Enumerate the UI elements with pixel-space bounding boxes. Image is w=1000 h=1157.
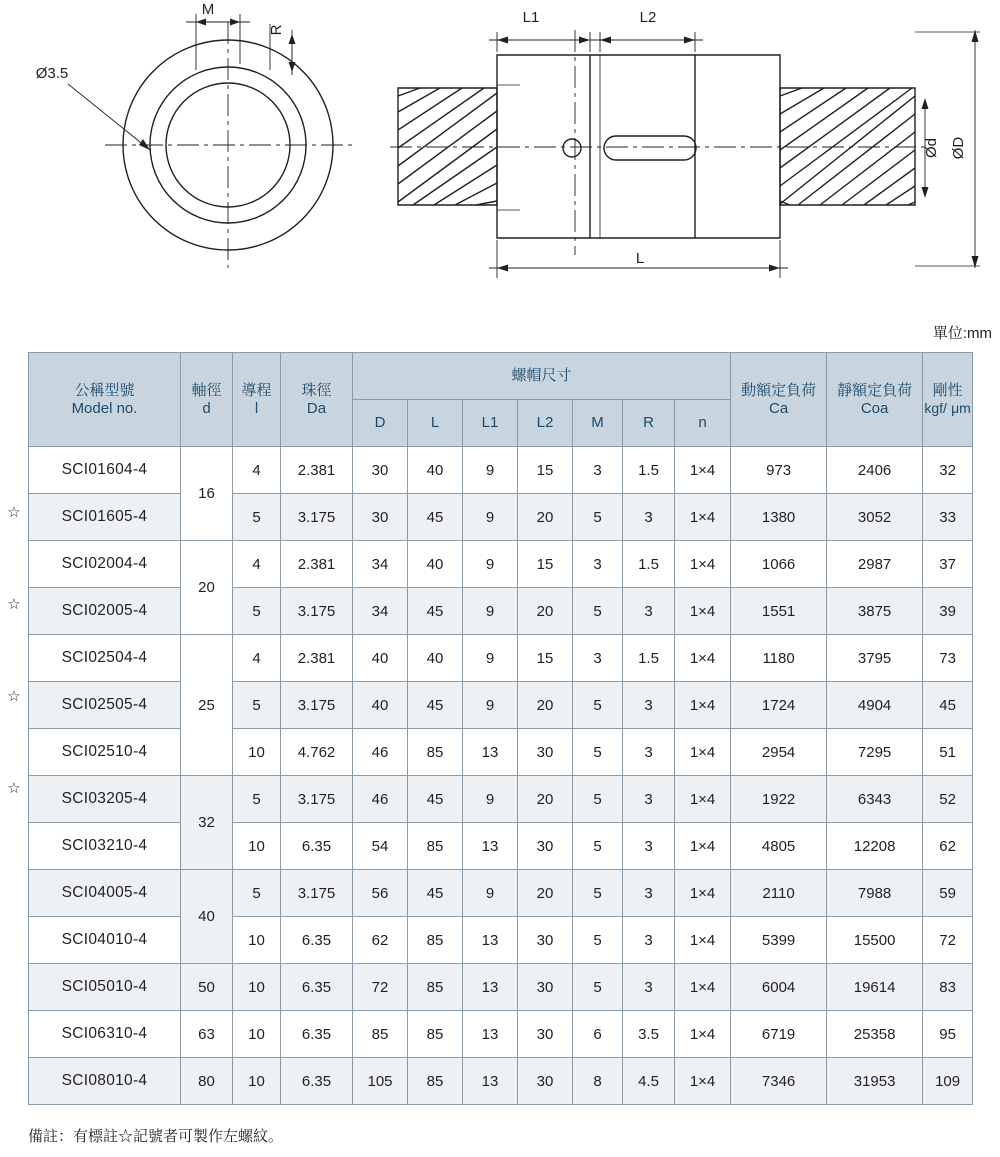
cell-nut-n: 1×4 — [675, 776, 731, 823]
cell-model: SCI04010-4 — [29, 917, 181, 964]
cell-nut-L1: 13 — [463, 1011, 518, 1058]
cell-lead: 5 — [233, 776, 281, 823]
cell-nut-M: 5 — [573, 917, 623, 964]
cell-nut-D: 40 — [353, 682, 408, 729]
cell-nut-L2: 30 — [518, 823, 573, 870]
label-dia35: Ø3.5 — [35, 65, 69, 82]
cell-rigidity: 33 — [923, 494, 973, 541]
cell-nut-L1: 9 — [463, 541, 518, 588]
cell-nut-L1: 13 — [463, 729, 518, 776]
cell-nut-n: 1×4 — [675, 682, 731, 729]
cell-static-load: 3795 — [827, 635, 923, 682]
cell-lead: 4 — [233, 447, 281, 494]
cell-rigidity: 73 — [923, 635, 973, 682]
cell-model: SCI01604-4 — [29, 447, 181, 494]
cell-model: SCI02510-4 — [29, 729, 181, 776]
cell-nut-L: 45 — [408, 870, 463, 917]
cell-nut-n: 1×4 — [675, 1058, 731, 1105]
header-model — [29, 353, 181, 447]
cell-nut-n: 1×4 — [675, 447, 731, 494]
header-model-cn: 公稱型號 — [74, 382, 135, 400]
cell-nut-M: 5 — [573, 823, 623, 870]
cell-ball-dia: 6.35 — [281, 823, 353, 870]
label-L: L — [635, 250, 645, 267]
header-rigidity-unit2: μm — [951, 399, 971, 416]
cell-ball-dia: 4.762 — [281, 729, 353, 776]
cell-rigidity: 37 — [923, 541, 973, 588]
cell-nut-L: 45 — [408, 776, 463, 823]
star-mark — [0, 720, 28, 766]
cell-nut-L2: 20 — [518, 588, 573, 635]
cell-ball-dia: 6.35 — [281, 1058, 353, 1105]
cell-nut-L: 85 — [408, 964, 463, 1011]
cell-lead: 10 — [233, 917, 281, 964]
cell-static-load: 12208 — [827, 823, 923, 870]
cell-dynamic-load: 2954 — [731, 729, 827, 776]
cell-lead: 10 — [233, 1011, 281, 1058]
header-shaft-dia-cn: 軸徑 — [191, 382, 222, 400]
star-mark — [0, 444, 28, 490]
cell-ball-dia: 2.381 — [281, 447, 353, 494]
header-nut-D: D — [353, 400, 408, 447]
cell-static-load: 3052 — [827, 494, 923, 541]
star-mark — [0, 904, 28, 950]
cell-rigidity: 62 — [923, 823, 973, 870]
cell-static-load: 6343 — [827, 776, 923, 823]
cell-rigidity: 39 — [923, 588, 973, 635]
header-lead-cn: 導程 — [241, 382, 272, 400]
cell-nut-M: 5 — [573, 964, 623, 1011]
cell-nut-R: 3 — [623, 776, 675, 823]
header-shaft-dia-sym: d — [202, 399, 211, 417]
cell-nut-R: 3 — [623, 729, 675, 776]
cell-nut-R: 1.5 — [623, 447, 675, 494]
header-dynamic-load-cn: 動額定負荷 — [741, 382, 817, 400]
cell-nut-D: 40 — [353, 635, 408, 682]
cell-nut-D: 54 — [353, 823, 408, 870]
cell-model: SCI05010-4 — [29, 964, 181, 1011]
cell-nut-R: 4.5 — [623, 1058, 675, 1105]
cell-nut-L2: 15 — [518, 541, 573, 588]
cell-rigidity: 95 — [923, 1011, 973, 1058]
table-note: 備註：有標註☆記號者可製作左螺紋。 — [28, 1128, 284, 1145]
star-mark — [0, 996, 28, 1042]
header-static-load — [827, 353, 923, 447]
cell-nut-R: 3.5 — [623, 1011, 675, 1058]
header-static-load-sym: Coa — [860, 399, 889, 417]
table-row — [29, 776, 973, 823]
cell-ball-dia: 6.35 — [281, 964, 353, 1011]
cell-nut-D: 34 — [353, 588, 408, 635]
header-rigidity — [923, 353, 973, 447]
cell-nut-D: 56 — [353, 870, 408, 917]
cell-static-load: 15500 — [827, 917, 923, 964]
cell-nut-L: 85 — [408, 729, 463, 776]
cell-model: SCI08010-4 — [29, 1058, 181, 1105]
cell-rigidity: 45 — [923, 682, 973, 729]
cell-nut-L1: 13 — [463, 823, 518, 870]
table-row — [29, 870, 973, 917]
label-L1: L1 — [522, 9, 540, 26]
cell-shaft-dia: 16 — [181, 447, 233, 541]
cell-nut-R: 3 — [623, 823, 675, 870]
cell-dynamic-load: 1922 — [731, 776, 827, 823]
cell-shaft-dia: 50 — [181, 964, 233, 1011]
cell-nut-D: 62 — [353, 917, 408, 964]
cell-lead: 4 — [233, 635, 281, 682]
cell-nut-L2: 20 — [518, 494, 573, 541]
cell-nut-D: 46 — [353, 776, 408, 823]
star-mark: ☆ — [7, 504, 21, 521]
cell-nut-L2: 30 — [518, 917, 573, 964]
cell-nut-L1: 13 — [463, 964, 518, 1011]
cell-static-load: 25358 — [827, 1011, 923, 1058]
cell-static-load: 4904 — [827, 682, 923, 729]
cell-model: SCI04005-4 — [29, 870, 181, 917]
cell-nut-L: 45 — [408, 494, 463, 541]
cell-nut-L2: 30 — [518, 964, 573, 1011]
header-shaft-dia — [181, 353, 233, 447]
header-dynamic-load-sym: Ca — [769, 399, 789, 417]
cell-static-load: 2987 — [827, 541, 923, 588]
header-nut-R: R — [623, 400, 675, 447]
cell-nut-n: 1×4 — [675, 964, 731, 1011]
cell-ball-dia: 3.175 — [281, 682, 353, 729]
cell-shaft-dia: 40 — [181, 870, 233, 964]
cell-dynamic-load: 1724 — [731, 682, 827, 729]
cell-model: SCI06310-4 — [29, 1011, 181, 1058]
table-row — [29, 1011, 973, 1058]
header-ball-dia-sym: Da — [306, 399, 327, 417]
cell-nut-M: 8 — [573, 1058, 623, 1105]
cell-static-load: 7988 — [827, 870, 923, 917]
cell-dynamic-load: 5399 — [731, 917, 827, 964]
table-row — [29, 588, 973, 635]
cell-nut-L2: 15 — [518, 635, 573, 682]
star-mark — [0, 628, 28, 674]
cell-shaft-dia: 20 — [181, 541, 233, 635]
cell-dynamic-load: 4805 — [731, 823, 827, 870]
cell-nut-L: 85 — [408, 1058, 463, 1105]
cell-nut-D: 30 — [353, 447, 408, 494]
star-mark — [0, 536, 28, 582]
cell-nut-R: 3 — [623, 870, 675, 917]
label-M: M — [201, 1, 215, 18]
cell-nut-L1: 9 — [463, 776, 518, 823]
unit-label: 單位:mm — [932, 325, 992, 342]
cell-model: SCI01605-4 — [29, 494, 181, 541]
cell-nut-L2: 20 — [518, 776, 573, 823]
header-lead — [233, 353, 281, 447]
cell-rigidity: 109 — [923, 1058, 973, 1105]
cell-nut-L1: 9 — [463, 588, 518, 635]
cell-nut-D: 85 — [353, 1011, 408, 1058]
cell-dynamic-load: 6719 — [731, 1011, 827, 1058]
cell-nut-L: 85 — [408, 917, 463, 964]
cell-nut-L1: 9 — [463, 447, 518, 494]
star-mark — [0, 858, 28, 904]
cell-lead: 5 — [233, 870, 281, 917]
cell-nut-M: 5 — [573, 588, 623, 635]
cell-nut-L: 45 — [408, 588, 463, 635]
cell-ball-dia: 2.381 — [281, 541, 353, 588]
cell-nut-L1: 9 — [463, 870, 518, 917]
header-dynamic-load — [731, 353, 827, 447]
cell-rigidity: 59 — [923, 870, 973, 917]
cell-dynamic-load: 1180 — [731, 635, 827, 682]
cell-model: SCI02004-4 — [29, 541, 181, 588]
cell-nut-M: 3 — [573, 447, 623, 494]
cell-lead: 5 — [233, 588, 281, 635]
cell-lead: 10 — [233, 823, 281, 870]
cell-nut-n: 1×4 — [675, 494, 731, 541]
left-hand-thread-marks — [0, 352, 28, 1088]
cell-nut-L1: 9 — [463, 494, 518, 541]
table-row — [29, 1058, 973, 1105]
cell-static-load: 3875 — [827, 588, 923, 635]
cell-nut-L1: 13 — [463, 917, 518, 964]
cell-rigidity: 72 — [923, 917, 973, 964]
cell-nut-L1: 13 — [463, 1058, 518, 1105]
spec-table-body — [29, 447, 973, 1105]
cell-shaft-dia: 63 — [181, 1011, 233, 1058]
cell-nut-L1: 9 — [463, 635, 518, 682]
cell-nut-M: 5 — [573, 729, 623, 776]
header-nut-M: M — [573, 400, 623, 447]
label-D: ØD — [950, 136, 967, 160]
cell-ball-dia: 2.381 — [281, 635, 353, 682]
table-row — [29, 917, 973, 964]
cell-lead: 5 — [233, 682, 281, 729]
cell-nut-L: 40 — [408, 635, 463, 682]
star-mark — [0, 812, 28, 858]
cell-nut-L1: 9 — [463, 682, 518, 729]
cell-dynamic-load: 7346 — [731, 1058, 827, 1105]
cell-static-load: 19614 — [827, 964, 923, 1011]
table-row — [29, 447, 973, 494]
cell-nut-n: 1×4 — [675, 588, 731, 635]
cell-nut-n: 1×4 — [675, 917, 731, 964]
cell-shaft-dia: 32 — [181, 776, 233, 870]
cell-nut-n: 1×4 — [675, 635, 731, 682]
cell-nut-R: 3 — [623, 964, 675, 1011]
cell-static-load: 2406 — [827, 447, 923, 494]
cell-model: SCI02504-4 — [29, 635, 181, 682]
table-row — [29, 635, 973, 682]
cell-nut-n: 1×4 — [675, 870, 731, 917]
technical-drawing — [0, 0, 1000, 300]
cell-nut-M: 3 — [573, 541, 623, 588]
cell-nut-D: 46 — [353, 729, 408, 776]
header-lead-sym: l — [254, 399, 259, 417]
cell-ball-dia: 3.175 — [281, 776, 353, 823]
cell-dynamic-load: 1380 — [731, 494, 827, 541]
cell-nut-M: 5 — [573, 776, 623, 823]
cell-rigidity: 52 — [923, 776, 973, 823]
cell-nut-L2: 30 — [518, 729, 573, 776]
cell-lead: 10 — [233, 1058, 281, 1105]
cell-ball-dia: 6.35 — [281, 1011, 353, 1058]
cell-nut-R: 3 — [623, 494, 675, 541]
table-row — [29, 729, 973, 776]
spec-table — [28, 352, 973, 1105]
cell-nut-n: 1×4 — [675, 729, 731, 776]
cell-dynamic-load: 2110 — [731, 870, 827, 917]
cell-nut-L2: 20 — [518, 682, 573, 729]
header-nut-n: n — [675, 400, 731, 447]
cell-ball-dia: 3.175 — [281, 870, 353, 917]
cell-nut-D: 105 — [353, 1058, 408, 1105]
cell-nut-L2: 30 — [518, 1058, 573, 1105]
cell-nut-M: 6 — [573, 1011, 623, 1058]
header-rigidity-cn: 剛性 — [932, 382, 963, 400]
header-model-en: Model no. — [71, 399, 138, 417]
star-mark — [0, 950, 28, 996]
cell-lead: 10 — [233, 964, 281, 1011]
cell-model: SCI02005-4 — [29, 588, 181, 635]
cell-ball-dia: 6.35 — [281, 917, 353, 964]
cell-nut-R: 1.5 — [623, 541, 675, 588]
cell-nut-L: 85 — [408, 823, 463, 870]
table-row — [29, 494, 973, 541]
header-ball-dia — [281, 353, 353, 447]
cell-nut-n: 1×4 — [675, 541, 731, 588]
cell-shaft-dia: 25 — [181, 635, 233, 776]
cell-nut-D: 30 — [353, 494, 408, 541]
cell-ball-dia: 3.175 — [281, 588, 353, 635]
cell-static-load: 31953 — [827, 1058, 923, 1105]
star-mark: ☆ — [7, 780, 21, 797]
cell-nut-M: 5 — [573, 870, 623, 917]
cell-lead: 5 — [233, 494, 281, 541]
cell-nut-R: 1.5 — [623, 635, 675, 682]
label-R: R — [268, 24, 285, 36]
cell-nut-L: 40 — [408, 447, 463, 494]
cell-dynamic-load: 1066 — [731, 541, 827, 588]
cell-nut-M: 5 — [573, 682, 623, 729]
cell-lead: 4 — [233, 541, 281, 588]
label-d: Ød — [923, 137, 940, 159]
cell-nut-M: 5 — [573, 494, 623, 541]
cell-nut-L: 45 — [408, 682, 463, 729]
cell-ball-dia: 3.175 — [281, 494, 353, 541]
cell-lead: 10 — [233, 729, 281, 776]
cell-model: SCI02505-4 — [29, 682, 181, 729]
star-mark: ☆ — [7, 688, 21, 705]
cell-nut-L2: 30 — [518, 1011, 573, 1058]
cell-dynamic-load: 6004 — [731, 964, 827, 1011]
cell-nut-L: 40 — [408, 541, 463, 588]
header-nut-L2: L2 — [518, 400, 573, 447]
cell-dynamic-load: 1551 — [731, 588, 827, 635]
header-ball-dia-cn: 珠徑 — [301, 382, 332, 400]
table-row — [29, 541, 973, 588]
cell-nut-D: 72 — [353, 964, 408, 1011]
cell-nut-M: 3 — [573, 635, 623, 682]
header-rigidity-unit: kgf/ — [924, 399, 947, 416]
cell-nut-R: 3 — [623, 588, 675, 635]
header-static-load-cn: 靜額定負荷 — [837, 382, 913, 400]
cell-nut-R: 3 — [623, 917, 675, 964]
cell-nut-L2: 20 — [518, 870, 573, 917]
cell-static-load: 7295 — [827, 729, 923, 776]
cell-rigidity: 32 — [923, 447, 973, 494]
cell-model: SCI03205-4 — [29, 776, 181, 823]
header-nut-size: 螺帽尺寸 — [353, 353, 731, 400]
star-mark — [0, 1042, 28, 1088]
header-nut-L1: L1 — [463, 400, 518, 447]
cell-dynamic-load: 973 — [731, 447, 827, 494]
cell-nut-L2: 15 — [518, 447, 573, 494]
label-L2: L2 — [639, 9, 657, 26]
table-row — [29, 964, 973, 1011]
cell-nut-L: 85 — [408, 1011, 463, 1058]
cell-nut-R: 3 — [623, 682, 675, 729]
table-row — [29, 682, 973, 729]
cell-model: SCI03210-4 — [29, 823, 181, 870]
cell-nut-n: 1×4 — [675, 823, 731, 870]
cell-nut-n: 1×4 — [675, 1011, 731, 1058]
header-nut-L: L — [408, 400, 463, 447]
cell-shaft-dia: 80 — [181, 1058, 233, 1105]
cell-rigidity: 51 — [923, 729, 973, 776]
star-mark: ☆ — [7, 596, 21, 613]
table-row — [29, 823, 973, 870]
cell-nut-D: 34 — [353, 541, 408, 588]
cell-rigidity: 83 — [923, 964, 973, 1011]
